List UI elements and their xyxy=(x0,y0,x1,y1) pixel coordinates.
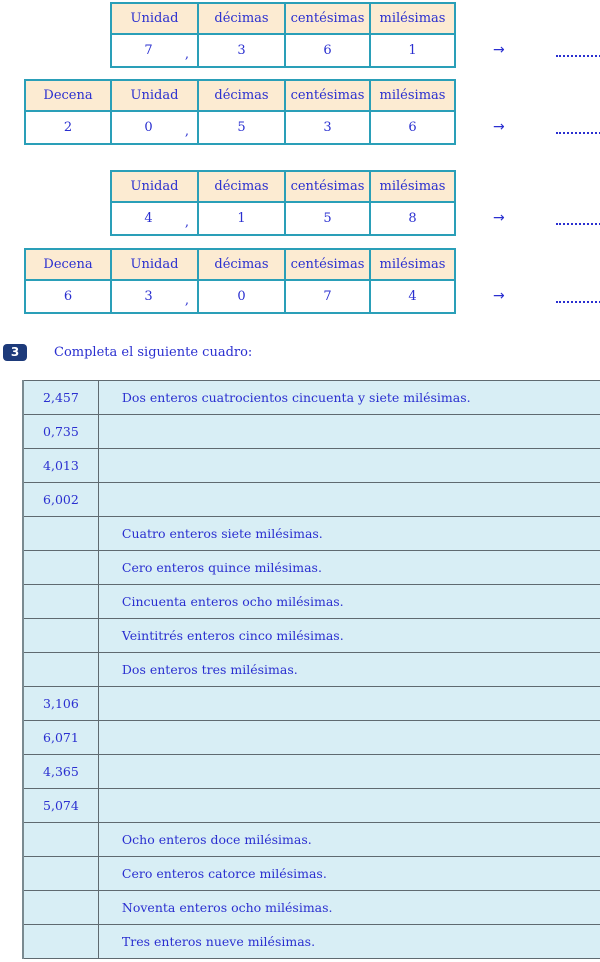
answer-blank-2[interactable] xyxy=(556,132,600,134)
words-cell[interactable]: Veintitrés enteros cinco milésimas. xyxy=(98,619,600,653)
cell-decena: 6 xyxy=(25,280,111,313)
cell-decimas: 1 xyxy=(198,202,285,235)
header-milesimas: milésimas xyxy=(370,249,455,280)
cell-centesimas: 7 xyxy=(285,280,370,313)
arrow-icon: → xyxy=(493,210,505,226)
header-unidad: Unidad xyxy=(111,80,198,111)
header-unidad: Unidad xyxy=(111,249,198,280)
cell-decimas: 3 xyxy=(198,34,285,67)
table-row xyxy=(23,381,600,415)
number-cell[interactable]: 3,106 xyxy=(23,687,98,721)
number-cell[interactable] xyxy=(23,517,98,551)
words-cell[interactable]: Cero enteros catorce milésimas. xyxy=(98,857,600,891)
table-row xyxy=(23,483,600,517)
header-unidad: Unidad xyxy=(111,171,198,202)
words-cell[interactable]: Dos enteros tres milésimas. xyxy=(98,653,600,687)
table-row xyxy=(23,721,600,755)
words-cell[interactable]: Ocho enteros doce milésimas. xyxy=(98,823,600,857)
cell-milesimas: 8 xyxy=(370,202,455,235)
number-words-table xyxy=(22,380,600,959)
words-cell[interactable]: Noventa enteros ocho milésimas. xyxy=(98,891,600,925)
cell-milesimas: 4 xyxy=(370,280,455,313)
cell-milesimas: 1 xyxy=(370,34,455,67)
number-cell[interactable]: 4,365 xyxy=(23,755,98,789)
place-value-table-4 xyxy=(24,248,456,314)
table-row xyxy=(23,449,600,483)
cell-decimas: 0 xyxy=(198,280,285,313)
number-cell[interactable] xyxy=(23,551,98,585)
words-cell[interactable]: Cuatro enteros siete milésimas. xyxy=(98,517,600,551)
number-cell[interactable] xyxy=(23,891,98,925)
exercise-header xyxy=(3,344,252,361)
header-centesimas: centésimas xyxy=(285,249,370,280)
words-cell[interactable] xyxy=(98,483,600,517)
table-row xyxy=(23,619,600,653)
cell-unidad: 7 , xyxy=(111,34,198,67)
answer-blank-1[interactable] xyxy=(556,55,600,57)
words-cell[interactable]: Cincuenta enteros ocho milésimas. xyxy=(98,585,600,619)
table-row xyxy=(23,823,600,857)
number-cell[interactable] xyxy=(23,653,98,687)
header-milesimas: milésimas xyxy=(370,171,455,202)
number-cell[interactable]: 0,735 xyxy=(23,415,98,449)
number-cell[interactable]: 6,071 xyxy=(23,721,98,755)
header-decimas: décimas xyxy=(198,249,285,280)
number-cell[interactable]: 4,013 xyxy=(23,449,98,483)
words-cell[interactable]: Tres enteros nueve milésimas. xyxy=(98,925,600,959)
answer-blank-3[interactable] xyxy=(556,223,600,225)
number-cell[interactable] xyxy=(23,925,98,959)
cell-milesimas: 6 xyxy=(370,111,455,144)
table-row xyxy=(23,415,600,449)
header-decena: Decena xyxy=(25,80,111,111)
cell-centesimas: 6 xyxy=(285,34,370,67)
arrow-icon: → xyxy=(493,119,505,135)
decimal-comma: , xyxy=(184,124,189,139)
number-cell[interactable] xyxy=(23,619,98,653)
table-row xyxy=(23,925,600,959)
table-row xyxy=(23,551,600,585)
words-cell[interactable] xyxy=(98,415,600,449)
table-row xyxy=(23,857,600,891)
exercise-number-badge: 3 xyxy=(3,344,27,361)
header-unidad: Unidad xyxy=(111,3,198,34)
cell-unidad: 0 , xyxy=(111,111,198,144)
header-decimas: décimas xyxy=(198,171,285,202)
words-cell[interactable] xyxy=(98,449,600,483)
header-centesimas: centésimas xyxy=(285,3,370,34)
table-row xyxy=(23,653,600,687)
decimal-comma: , xyxy=(184,215,189,230)
decimal-comma: , xyxy=(184,47,189,62)
words-cell[interactable] xyxy=(98,687,600,721)
header-decimas: décimas xyxy=(198,80,285,111)
number-cell[interactable] xyxy=(23,585,98,619)
place-value-table-2 xyxy=(24,79,456,145)
number-cell[interactable] xyxy=(23,823,98,857)
words-cell[interactable]: Cero enteros quince milésimas. xyxy=(98,551,600,585)
cell-unidad: 3 , xyxy=(111,280,198,313)
cell-decena: 2 xyxy=(25,111,111,144)
place-value-table-3 xyxy=(110,170,456,236)
table-row xyxy=(23,755,600,789)
words-cell[interactable]: Dos enteros cuatrocientos cincuenta y siete milésimas. xyxy=(98,381,600,415)
header-decena: Decena xyxy=(25,249,111,280)
cell-unidad: 4 , xyxy=(111,202,198,235)
table-row xyxy=(23,687,600,721)
table-row xyxy=(23,789,600,823)
number-cell[interactable]: 6,002 xyxy=(23,483,98,517)
words-cell[interactable] xyxy=(98,721,600,755)
words-cell[interactable] xyxy=(98,755,600,789)
header-milesimas: milésimas xyxy=(370,3,455,34)
header-centesimas: centésimas xyxy=(285,80,370,111)
header-decimas: décimas xyxy=(198,3,285,34)
place-value-table-1 xyxy=(110,2,456,68)
number-cell[interactable]: 2,457 xyxy=(23,381,98,415)
table-row xyxy=(23,517,600,551)
header-centesimas: centésimas xyxy=(285,171,370,202)
number-cell[interactable]: 5,074 xyxy=(23,789,98,823)
table-row xyxy=(23,585,600,619)
arrow-icon: → xyxy=(493,42,505,58)
arrow-icon: → xyxy=(493,288,505,304)
cell-decimas: 5 xyxy=(198,111,285,144)
decimal-comma: , xyxy=(184,293,189,308)
cell-centesimas: 3 xyxy=(285,111,370,144)
cell-centesimas: 5 xyxy=(285,202,370,235)
words-cell[interactable] xyxy=(98,789,600,823)
header-milesimas: milésimas xyxy=(370,80,455,111)
answer-blank-4[interactable] xyxy=(556,301,600,303)
number-cell[interactable] xyxy=(23,857,98,891)
table-row xyxy=(23,891,600,925)
exercise-instruction: Completa el siguiente cuadro: xyxy=(54,345,253,360)
